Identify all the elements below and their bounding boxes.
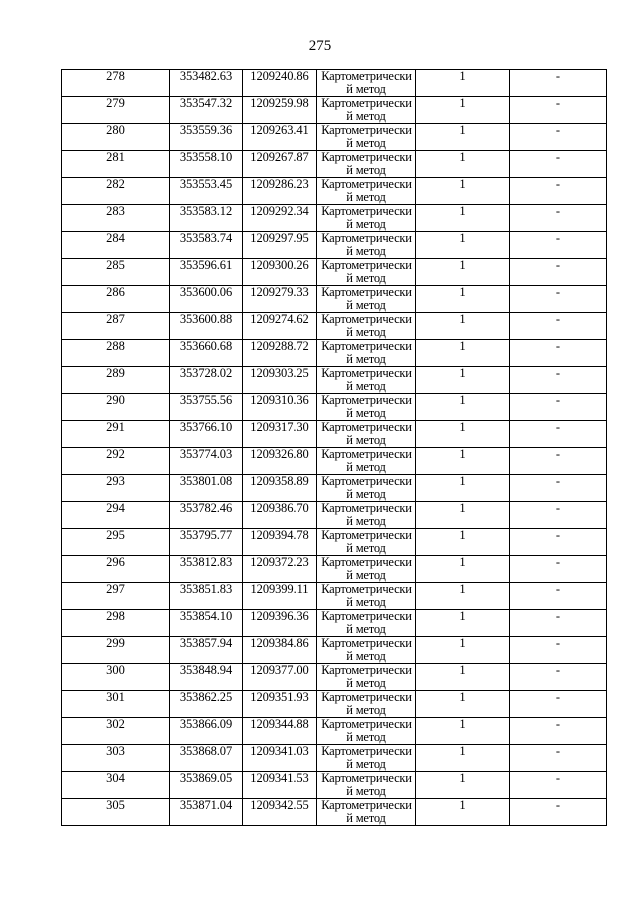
table-row <box>62 178 607 205</box>
method-line-2: й метод <box>346 82 386 96</box>
x-coordinate-cell: 353866.09 <box>170 718 243 745</box>
x-coordinate-cell: 353755.56 <box>170 394 243 421</box>
accuracy-cell: 1 <box>416 556 510 583</box>
point-number-cell: 279 <box>62 97 170 124</box>
description-cell: - <box>510 583 607 610</box>
description-cell: - <box>510 232 607 259</box>
x-coordinate-cell: 353547.32 <box>170 97 243 124</box>
coordinates-table-body <box>62 70 607 826</box>
x-coordinate-cell: 353871.04 <box>170 799 243 826</box>
table-row <box>62 97 607 124</box>
method-cell <box>317 178 416 205</box>
method-line-1: Картометрически <box>321 744 412 758</box>
table-row <box>62 556 607 583</box>
description-cell: - <box>510 664 607 691</box>
x-coordinate-cell: 353774.03 <box>170 448 243 475</box>
table-row <box>62 259 607 286</box>
x-coordinate-cell: 353766.10 <box>170 421 243 448</box>
method-line-2: й метод <box>346 244 386 258</box>
method-line-1: Картометрически <box>321 69 412 83</box>
method-line-2: й метод <box>346 190 386 204</box>
table-row <box>62 502 607 529</box>
accuracy-cell: 1 <box>416 610 510 637</box>
x-coordinate-cell: 353795.77 <box>170 529 243 556</box>
x-coordinate-cell: 353482.63 <box>170 70 243 97</box>
method-cell <box>317 745 416 772</box>
method-cell <box>317 151 416 178</box>
method-line-2: й метод <box>346 622 386 636</box>
description-cell: - <box>510 556 607 583</box>
method-cell <box>317 529 416 556</box>
description-cell: - <box>510 772 607 799</box>
accuracy-cell: 1 <box>416 529 510 556</box>
description-cell: - <box>510 475 607 502</box>
point-number-cell: 293 <box>62 475 170 502</box>
table-row <box>62 232 607 259</box>
accuracy-cell: 1 <box>416 70 510 97</box>
table-row <box>62 799 607 826</box>
method-line-2: й метод <box>346 379 386 393</box>
table-row <box>62 475 607 502</box>
y-coordinate-cell: 1209342.55 <box>243 799 317 826</box>
y-coordinate-cell: 1209259.98 <box>243 97 317 124</box>
method-line-1: Картометрически <box>321 177 412 191</box>
description-cell: - <box>510 448 607 475</box>
method-cell <box>317 286 416 313</box>
description-cell: - <box>510 124 607 151</box>
point-number-cell: 286 <box>62 286 170 313</box>
accuracy-cell: 1 <box>416 421 510 448</box>
description-cell: - <box>510 394 607 421</box>
method-cell <box>317 367 416 394</box>
description-cell: - <box>510 70 607 97</box>
y-coordinate-cell: 1209300.26 <box>243 259 317 286</box>
description-cell: - <box>510 691 607 718</box>
method-cell <box>317 637 416 664</box>
y-coordinate-cell: 1209344.88 <box>243 718 317 745</box>
method-cell <box>317 502 416 529</box>
y-coordinate-cell: 1209386.70 <box>243 502 317 529</box>
table-row <box>62 448 607 475</box>
accuracy-cell: 1 <box>416 286 510 313</box>
description-cell: - <box>510 529 607 556</box>
method-cell <box>317 475 416 502</box>
description-cell: - <box>510 718 607 745</box>
point-number-cell: 300 <box>62 664 170 691</box>
accuracy-cell: 1 <box>416 637 510 664</box>
point-number-cell: 278 <box>62 70 170 97</box>
point-number-cell: 305 <box>62 799 170 826</box>
point-number-cell: 302 <box>62 718 170 745</box>
method-cell <box>317 124 416 151</box>
point-number-cell: 282 <box>62 178 170 205</box>
method-line-2: й метод <box>346 163 386 177</box>
table-row <box>62 664 607 691</box>
point-number-cell: 303 <box>62 745 170 772</box>
method-cell <box>317 718 416 745</box>
x-coordinate-cell: 353851.83 <box>170 583 243 610</box>
method-line-1: Картометрически <box>321 312 412 326</box>
method-line-1: Картометрически <box>321 663 412 677</box>
y-coordinate-cell: 1209341.53 <box>243 772 317 799</box>
method-line-2: й метод <box>346 541 386 555</box>
accuracy-cell: 1 <box>416 313 510 340</box>
description-cell: - <box>510 367 607 394</box>
table-row <box>62 70 607 97</box>
y-coordinate-cell: 1209399.11 <box>243 583 317 610</box>
y-coordinate-cell: 1209297.95 <box>243 232 317 259</box>
table-row <box>62 745 607 772</box>
method-cell <box>317 259 416 286</box>
method-line-2: й метод <box>346 730 386 744</box>
method-line-1: Картометрически <box>321 285 412 299</box>
method-cell <box>317 70 416 97</box>
method-cell <box>317 772 416 799</box>
y-coordinate-cell: 1209292.34 <box>243 205 317 232</box>
table-row <box>62 583 607 610</box>
description-cell: - <box>510 799 607 826</box>
accuracy-cell: 1 <box>416 745 510 772</box>
x-coordinate-cell: 353812.83 <box>170 556 243 583</box>
method-line-2: й метод <box>346 271 386 285</box>
method-cell <box>317 799 416 826</box>
y-coordinate-cell: 1209288.72 <box>243 340 317 367</box>
y-coordinate-cell: 1209351.93 <box>243 691 317 718</box>
x-coordinate-cell: 353862.25 <box>170 691 243 718</box>
y-coordinate-cell: 1209326.80 <box>243 448 317 475</box>
method-cell <box>317 691 416 718</box>
y-coordinate-cell: 1209358.89 <box>243 475 317 502</box>
method-cell <box>317 421 416 448</box>
x-coordinate-cell: 353583.12 <box>170 205 243 232</box>
point-number-cell: 289 <box>62 367 170 394</box>
description-cell: - <box>510 205 607 232</box>
y-coordinate-cell: 1209317.30 <box>243 421 317 448</box>
method-cell <box>317 448 416 475</box>
point-number-cell: 285 <box>62 259 170 286</box>
table-row <box>62 691 607 718</box>
accuracy-cell: 1 <box>416 772 510 799</box>
method-line-2: й метод <box>346 703 386 717</box>
method-line-2: й метод <box>346 325 386 339</box>
description-cell: - <box>510 610 607 637</box>
table-row <box>62 286 607 313</box>
x-coordinate-cell: 353660.68 <box>170 340 243 367</box>
method-cell <box>317 394 416 421</box>
table-row <box>62 772 607 799</box>
x-coordinate-cell: 353553.45 <box>170 178 243 205</box>
description-cell: - <box>510 178 607 205</box>
x-coordinate-cell: 353600.06 <box>170 286 243 313</box>
accuracy-cell: 1 <box>416 178 510 205</box>
table-row <box>62 529 607 556</box>
method-line-2: й метод <box>346 460 386 474</box>
method-line-1: Картометрически <box>321 447 412 461</box>
method-line-1: Картометрически <box>321 231 412 245</box>
table-row <box>62 637 607 664</box>
method-cell <box>317 313 416 340</box>
method-line-1: Картометрически <box>321 150 412 164</box>
point-number-cell: 281 <box>62 151 170 178</box>
table-row <box>62 718 607 745</box>
x-coordinate-cell: 353596.61 <box>170 259 243 286</box>
x-coordinate-cell: 353801.08 <box>170 475 243 502</box>
y-coordinate-cell: 1209310.36 <box>243 394 317 421</box>
method-line-2: й метод <box>346 676 386 690</box>
method-line-1: Картометрически <box>321 690 412 704</box>
description-cell: - <box>510 97 607 124</box>
method-line-1: Картометрически <box>321 393 412 407</box>
method-line-1: Картометрически <box>321 366 412 380</box>
method-cell <box>317 97 416 124</box>
table-row <box>62 367 607 394</box>
accuracy-cell: 1 <box>416 124 510 151</box>
y-coordinate-cell: 1209240.86 <box>243 70 317 97</box>
table-row <box>62 124 607 151</box>
table-row <box>62 421 607 448</box>
table-row <box>62 205 607 232</box>
method-line-2: й метод <box>346 649 386 663</box>
table-row <box>62 313 607 340</box>
y-coordinate-cell: 1209286.23 <box>243 178 317 205</box>
table-row <box>62 151 607 178</box>
point-number-cell: 291 <box>62 421 170 448</box>
accuracy-cell: 1 <box>416 151 510 178</box>
table-row <box>62 340 607 367</box>
method-line-1: Картометрически <box>321 771 412 785</box>
x-coordinate-cell: 353868.07 <box>170 745 243 772</box>
y-coordinate-cell: 1209384.86 <box>243 637 317 664</box>
x-coordinate-cell: 353854.10 <box>170 610 243 637</box>
accuracy-cell: 1 <box>416 340 510 367</box>
description-cell: - <box>510 637 607 664</box>
method-line-2: й метод <box>346 298 386 312</box>
x-coordinate-cell: 353558.10 <box>170 151 243 178</box>
description-cell: - <box>510 421 607 448</box>
y-coordinate-cell: 1209372.23 <box>243 556 317 583</box>
method-line-1: Картометрически <box>321 96 412 110</box>
point-number-cell: 292 <box>62 448 170 475</box>
method-line-2: й метод <box>346 568 386 582</box>
point-number-cell: 296 <box>62 556 170 583</box>
method-line-2: й метод <box>346 595 386 609</box>
page-number: 275 <box>308 38 332 54</box>
accuracy-cell: 1 <box>416 664 510 691</box>
method-line-1: Картометрически <box>321 636 412 650</box>
description-cell: - <box>510 313 607 340</box>
method-line-2: й метод <box>346 433 386 447</box>
accuracy-cell: 1 <box>416 475 510 502</box>
x-coordinate-cell: 353857.94 <box>170 637 243 664</box>
accuracy-cell: 1 <box>416 583 510 610</box>
x-coordinate-cell: 353869.05 <box>170 772 243 799</box>
accuracy-cell: 1 <box>416 448 510 475</box>
y-coordinate-cell: 1209274.62 <box>243 313 317 340</box>
description-cell: - <box>510 502 607 529</box>
method-line-1: Картометрически <box>321 717 412 731</box>
y-coordinate-cell: 1209394.78 <box>243 529 317 556</box>
y-coordinate-cell: 1209263.41 <box>243 124 317 151</box>
accuracy-cell: 1 <box>416 232 510 259</box>
x-coordinate-cell: 353583.74 <box>170 232 243 259</box>
method-line-2: й метод <box>346 811 386 825</box>
accuracy-cell: 1 <box>416 502 510 529</box>
method-line-2: й метод <box>346 136 386 150</box>
method-line-1: Картометрически <box>321 609 412 623</box>
y-coordinate-cell: 1209341.03 <box>243 745 317 772</box>
y-coordinate-cell: 1209377.00 <box>243 664 317 691</box>
accuracy-cell: 1 <box>416 718 510 745</box>
method-line-1: Картометрически <box>321 528 412 542</box>
method-line-1: Картометрически <box>321 258 412 272</box>
method-line-1: Картометрически <box>321 123 412 137</box>
accuracy-cell: 1 <box>416 205 510 232</box>
point-number-cell: 283 <box>62 205 170 232</box>
coordinates-table <box>61 69 607 826</box>
method-cell <box>317 583 416 610</box>
y-coordinate-cell: 1209303.25 <box>243 367 317 394</box>
accuracy-cell: 1 <box>416 97 510 124</box>
method-line-1: Картометрически <box>321 798 412 812</box>
method-cell <box>317 205 416 232</box>
x-coordinate-cell: 353782.46 <box>170 502 243 529</box>
method-line-1: Картометрически <box>321 339 412 353</box>
description-cell: - <box>510 259 607 286</box>
method-cell <box>317 664 416 691</box>
accuracy-cell: 1 <box>416 394 510 421</box>
method-line-2: й метод <box>346 784 386 798</box>
accuracy-cell: 1 <box>416 691 510 718</box>
method-line-2: й метод <box>346 406 386 420</box>
x-coordinate-cell: 353848.94 <box>170 664 243 691</box>
method-line-1: Картометрически <box>321 555 412 569</box>
table-row <box>62 394 607 421</box>
method-cell <box>317 340 416 367</box>
point-number-cell: 295 <box>62 529 170 556</box>
point-number-cell: 299 <box>62 637 170 664</box>
x-coordinate-cell: 353559.36 <box>170 124 243 151</box>
point-number-cell: 294 <box>62 502 170 529</box>
method-line-1: Картометрически <box>321 582 412 596</box>
point-number-cell: 287 <box>62 313 170 340</box>
method-line-1: Картометрически <box>321 420 412 434</box>
y-coordinate-cell: 1209267.87 <box>243 151 317 178</box>
method-line-2: й метод <box>346 757 386 771</box>
y-coordinate-cell: 1209279.33 <box>243 286 317 313</box>
point-number-cell: 290 <box>62 394 170 421</box>
point-number-cell: 301 <box>62 691 170 718</box>
method-line-2: й метод <box>346 352 386 366</box>
point-number-cell: 288 <box>62 340 170 367</box>
method-line-1: Картометрически <box>321 501 412 515</box>
method-cell <box>317 232 416 259</box>
point-number-cell: 298 <box>62 610 170 637</box>
method-cell <box>317 556 416 583</box>
table-row <box>62 610 607 637</box>
x-coordinate-cell: 353600.88 <box>170 313 243 340</box>
description-cell: - <box>510 151 607 178</box>
method-line-1: Картометрически <box>321 204 412 218</box>
description-cell: - <box>510 286 607 313</box>
accuracy-cell: 1 <box>416 367 510 394</box>
description-cell: - <box>510 340 607 367</box>
method-line-2: й метод <box>346 217 386 231</box>
method-cell <box>317 610 416 637</box>
description-cell: - <box>510 745 607 772</box>
accuracy-cell: 1 <box>416 799 510 826</box>
y-coordinate-cell: 1209396.36 <box>243 610 317 637</box>
point-number-cell: 284 <box>62 232 170 259</box>
method-line-2: й метод <box>346 109 386 123</box>
point-number-cell: 304 <box>62 772 170 799</box>
point-number-cell: 297 <box>62 583 170 610</box>
method-line-2: й метод <box>346 487 386 501</box>
point-number-cell: 280 <box>62 124 170 151</box>
method-line-1: Картометрически <box>321 474 412 488</box>
x-coordinate-cell: 353728.02 <box>170 367 243 394</box>
method-line-2: й метод <box>346 514 386 528</box>
accuracy-cell: 1 <box>416 259 510 286</box>
